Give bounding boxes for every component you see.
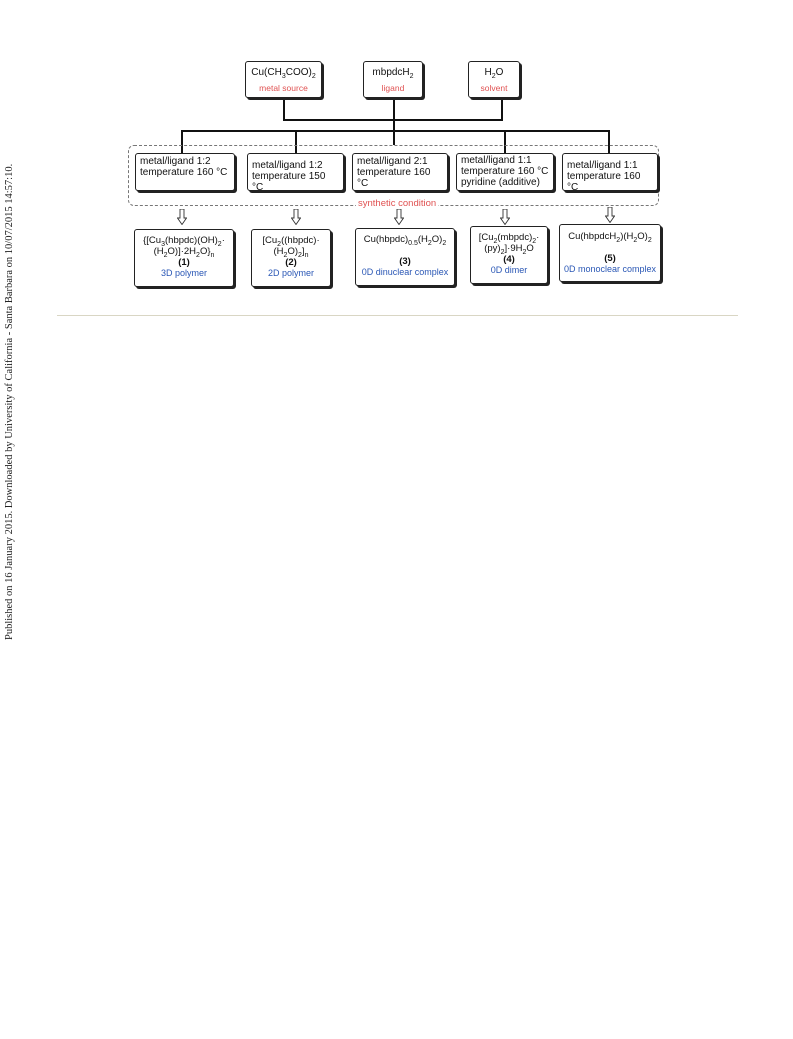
condition-line: temperature 160 °C [461, 166, 549, 177]
product-formula-line: $(H_2O)]\cdot 2H_2O\}_n$ [153, 246, 215, 259]
reagent-formula: $H_2O$ [484, 67, 504, 80]
product-box-4 [470, 226, 548, 284]
condition-line: temperature 160 °C [357, 167, 431, 189]
condition-box-4 [456, 153, 554, 191]
product-type-label: 2D polymer [267, 268, 314, 278]
product-number: (3) [399, 256, 411, 267]
product-type-label: 0D dimer [490, 265, 528, 275]
reagent-role-label: ligand [381, 83, 405, 93]
reagent-role-label: solvent [480, 83, 508, 93]
condition-line: temperature 160 °C [140, 167, 228, 178]
condition-line: temperature 160 °C [567, 171, 641, 193]
condition-line: metal/ligand 1:1 [567, 160, 638, 171]
synthetic-condition-label: synthetic condition [358, 198, 437, 209]
product-formula-line: [$Cu_2((hbpdc)\cdot$ [262, 235, 320, 248]
condition-box-1 [135, 153, 235, 191]
condition-line: metal/ligand 2:1 [357, 156, 428, 167]
condition-box-2 [247, 153, 344, 191]
product-formula-line: $(H_2O)_2]_n$ [273, 246, 309, 259]
reagent-box-metal-source [245, 61, 322, 98]
product-type-label: 0D monoclear complex [563, 264, 657, 274]
down-arrow-icon [500, 209, 510, 225]
condition-box-3 [352, 153, 448, 191]
reagent-role-label: metal source [259, 83, 308, 93]
condition-line: metal/ligand 1:2 [252, 160, 323, 171]
product-number: (4) [503, 254, 515, 265]
product-number: (5) [604, 253, 616, 264]
product-box-2 [251, 229, 331, 287]
reagent-box-solvent [468, 61, 520, 98]
condition-line: temperature 150 °C [252, 171, 326, 193]
product-box-1 [134, 229, 234, 287]
down-arrow-icon [605, 207, 615, 223]
product-number: (1) [178, 257, 190, 268]
condition-line: metal/ligand 1:2 [140, 156, 211, 167]
down-arrow-icon [177, 209, 187, 225]
reagent-formula: $Cu(CH_3COO)_2$ [251, 67, 316, 80]
down-arrow-icon [394, 209, 404, 225]
horizontal-divider [57, 315, 738, 316]
product-number: (2) [285, 257, 297, 268]
down-arrow-icon [291, 209, 301, 225]
product-box-3 [355, 228, 455, 286]
product-type-label: 0D dinuclear complex [361, 267, 449, 277]
product-type-label: 3D polymer [160, 268, 207, 278]
reagent-box-ligand [363, 61, 423, 98]
product-formula-line: {[$Cu_3(hbpdc)(OH)_2\cdot$ [143, 235, 225, 248]
publication-note-text: Published on 16 January 2015. Downloaded by University of California - Santa Barbara on 10/07/2015 14:57:10. [4, 163, 15, 640]
product-formula-line: $Cu(hbpdc)_{0.5}(H_2O)_2$ [363, 234, 447, 247]
product-formula-line: $(py)_2]\cdot 9H_2O$ [484, 243, 534, 256]
product-formula-line: $Cu(hbpdcH_2)(H_2O)_2$ [568, 231, 652, 244]
product-formula-line: [$Cu_2(mbpdc)_2\cdot$ [478, 232, 540, 245]
reagent-formula: mbpdcH$_2$ [372, 67, 414, 80]
condition-line: metal/ligand 1:1 [461, 155, 532, 166]
condition-box-5 [562, 153, 658, 191]
condition-line: pyridine (additive) [461, 177, 540, 188]
product-box-5 [559, 224, 661, 282]
